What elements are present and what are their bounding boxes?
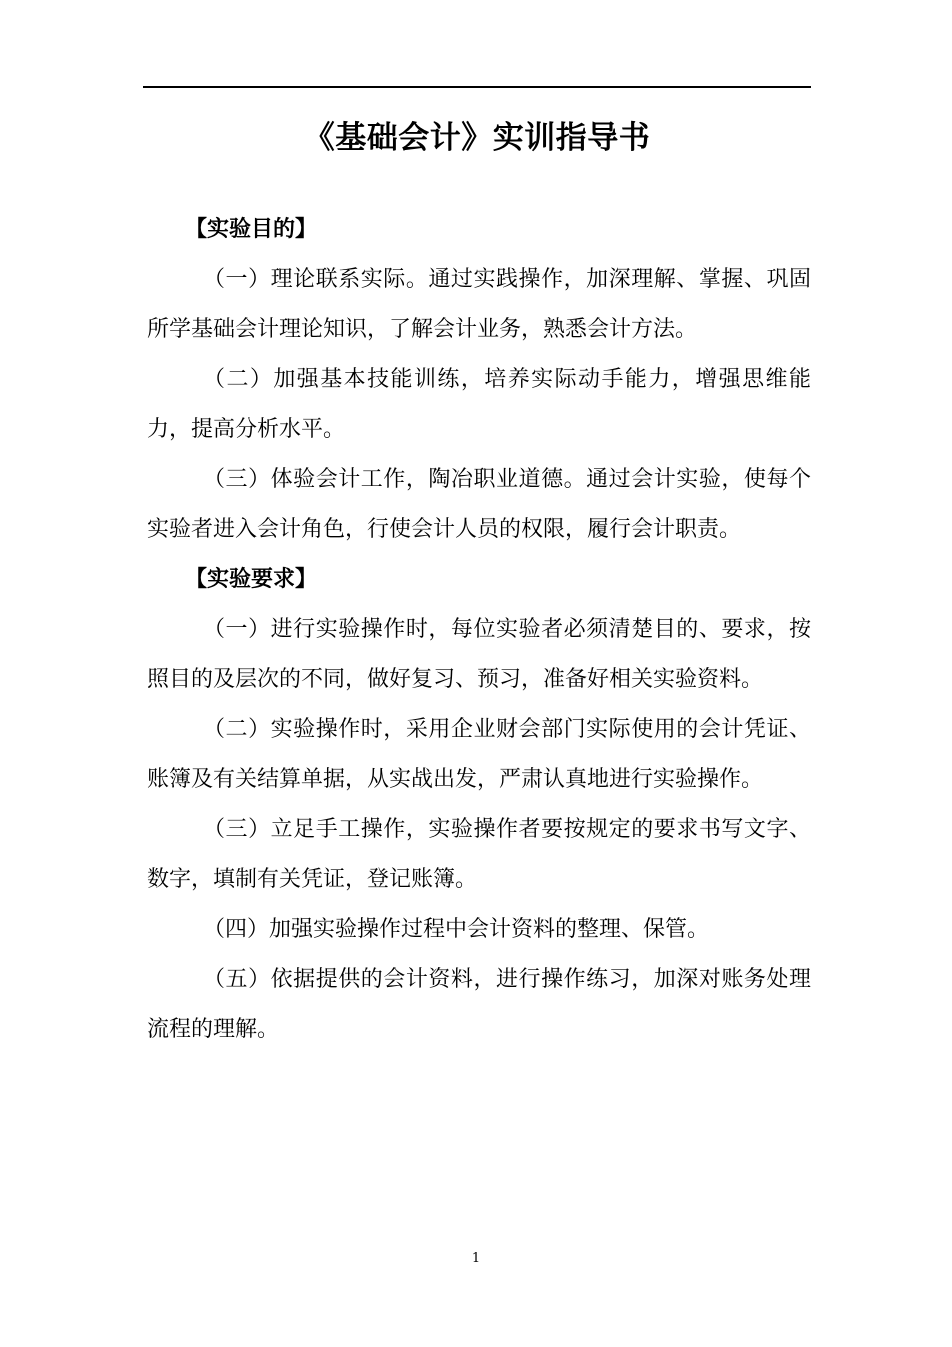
page-number: 1 bbox=[471, 1251, 481, 1266]
paragraph: （一）理论联系实际。通过实践操作，加深理解、掌握、巩固所学基础会计理论知识，了解会计业务，熟悉会计方法。 bbox=[147, 267, 811, 342]
paragraph: （一）进行实验操作时，每位实验者必须清楚目的、要求，按照目的及层次的不同，做好复习、预习，准备好相关实验资料。 bbox=[147, 617, 811, 692]
section-objectives bbox=[147, 205, 811, 555]
section-requirements bbox=[147, 555, 811, 1055]
paragraph: （二）实验操作时，采用企业财会部门实际使用的会计凭证、账簿及有关结算单据，从实战出发，严肃认真地进行实验操作。 bbox=[147, 717, 811, 792]
paragraph: （五）依据提供的会计资料，进行操作练习，加深对账务处理流程的理解。 bbox=[147, 967, 811, 1042]
section-heading: 【实验目的】 bbox=[185, 217, 318, 242]
paragraph: （四）加强实验操作过程中会计资料的整理、保管。 bbox=[203, 917, 710, 942]
paragraph: （二）加强基本技能训练，培养实际动手能力，增强思维能力，提高分析水平。 bbox=[147, 367, 811, 442]
section-heading: 【实验要求】 bbox=[185, 567, 318, 592]
document-title: 《基础会计》实训指导书 bbox=[303, 120, 651, 156]
document-body bbox=[147, 205, 811, 1055]
paragraph: （三）体验会计工作，陶冶职业道德。通过会计实验，使每个实验者进入会计角色，行使会计人员的权限，履行会计职责。 bbox=[147, 467, 811, 542]
header-rule bbox=[143, 86, 811, 88]
paragraph: （三）立足手工操作，实验操作者要按规定的要求书写文字、数字，填制有关凭证，登记账簿。 bbox=[147, 817, 811, 892]
